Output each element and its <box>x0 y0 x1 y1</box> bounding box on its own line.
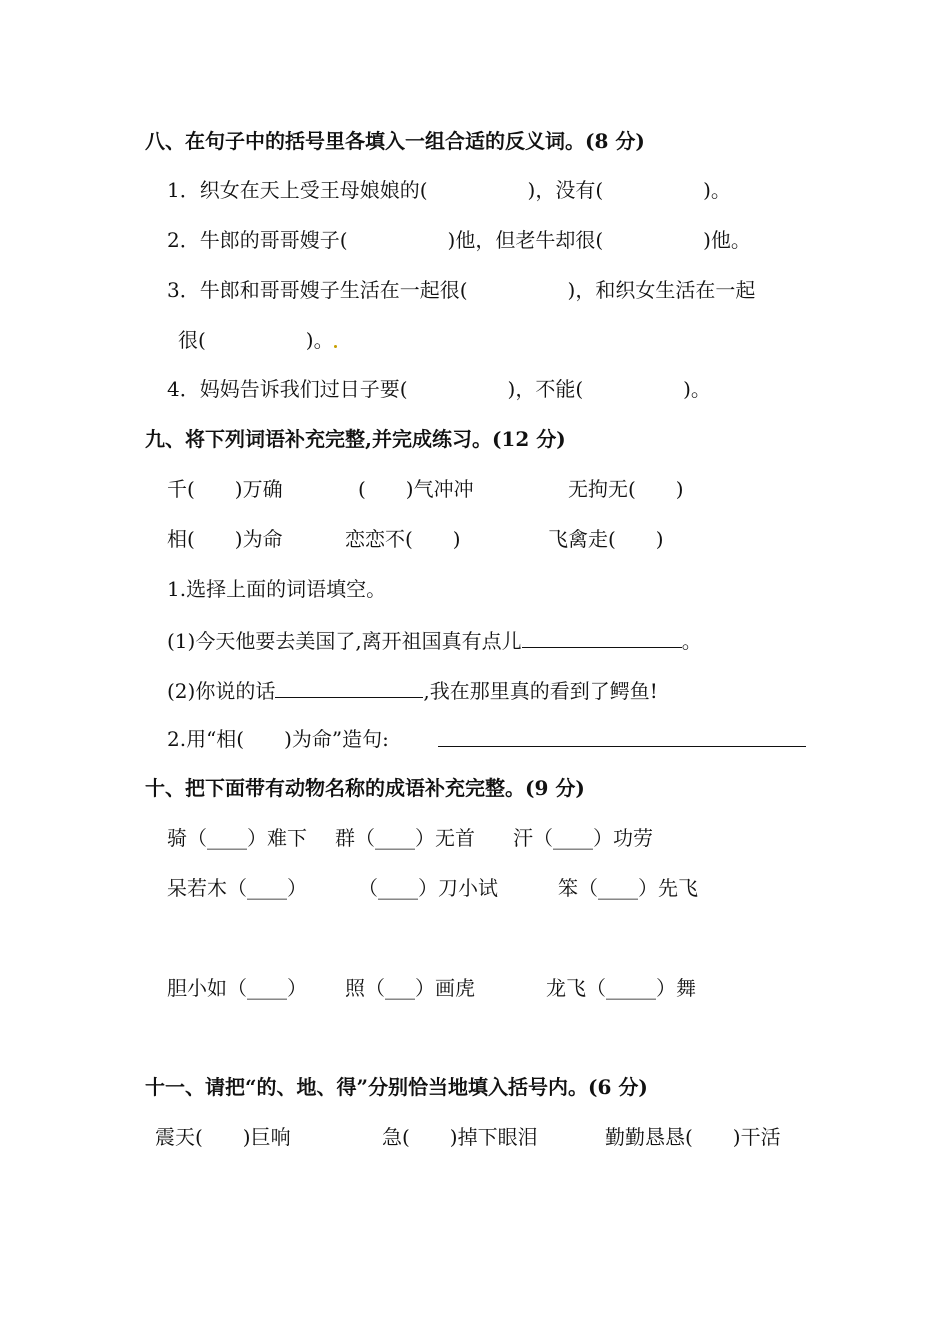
section-11-title: 十一、请把“的、地、得”分别恰当地填入括号内。(6 分) <box>145 1075 648 1099</box>
sentence-text: (1)今天他要去美国了,离开祖国真有点儿 <box>167 629 522 653</box>
phrase-item: 急( )掉下眼泪 <box>382 1125 538 1149</box>
sentence-text: ,我在那里真的看到了鳄鱼! <box>423 679 658 703</box>
idiom-item: 呆若木（____） <box>167 876 307 900</box>
idiom-item: 群（____）无首 <box>335 826 475 850</box>
question-8-2: 2．牛郎的哥哥嫂子( )他，但老牛却很( )他。 <box>167 228 751 252</box>
section-9-title: 九、将下列词语补充完整,并完成练习。(12 分) <box>145 427 566 451</box>
idiom-item: 照（___）画虎 <box>345 976 475 1000</box>
sentence-9-1 <box>167 627 702 653</box>
answer-line[interactable] <box>438 745 806 747</box>
phrase-item: 勤勤恳恳( )干活 <box>605 1125 781 1149</box>
task-9-2: 2.用“相( )为命”造句: <box>167 727 389 751</box>
section-10-title: 十、把下面带有动物名称的成语补充完整。(9 分) <box>145 776 585 800</box>
phrase-item: 震天( )巨响 <box>155 1125 291 1149</box>
idiom-item: 笨（____）先飞 <box>558 876 698 900</box>
question-8-3b: 很( )。 <box>178 328 334 352</box>
question-8-1: 1．织女在天上受王母娘娘的( )，没有( )。 <box>167 178 731 202</box>
idiom-item: 骑（____）难下 <box>167 826 307 850</box>
idiom-item: 龙飞（_____）舞 <box>546 976 696 1000</box>
idiom-item: 无拘无( ) <box>568 477 684 501</box>
idiom-item: ( )气冲冲 <box>358 477 474 501</box>
idiom-item: 胆小如（____） <box>167 976 307 1000</box>
idiom-item: 千( )万确 <box>167 477 283 501</box>
question-8-3a: 3．牛郎和哥哥嫂子生活在一起很( )，和织女生活在一起 <box>167 278 756 302</box>
idiom-item: 汗（____）功劳 <box>513 826 653 850</box>
sentence-text: 。 <box>681 629 702 653</box>
task-9-1: 1.选择上面的词语填空。 <box>167 577 387 601</box>
idiom-item: 恋恋不( ) <box>345 527 461 551</box>
section-8-title: 八、在句子中的括号里各填入一组合适的反义词。(8 分) <box>145 129 645 153</box>
idiom-item: （____）刀小试 <box>358 876 498 900</box>
answer-blank[interactable] <box>275 677 423 698</box>
question-8-4: 4．妈妈告诉我们过日子要( )，不能( )。 <box>167 377 711 401</box>
sentence-9-2 <box>167 677 658 703</box>
sentence-text: (2)你说的话 <box>167 679 276 703</box>
stray-dot <box>334 345 337 348</box>
idiom-item: 相( )为命 <box>167 527 283 551</box>
answer-blank[interactable] <box>522 627 682 648</box>
idiom-item: 飞禽走( ) <box>548 527 664 551</box>
